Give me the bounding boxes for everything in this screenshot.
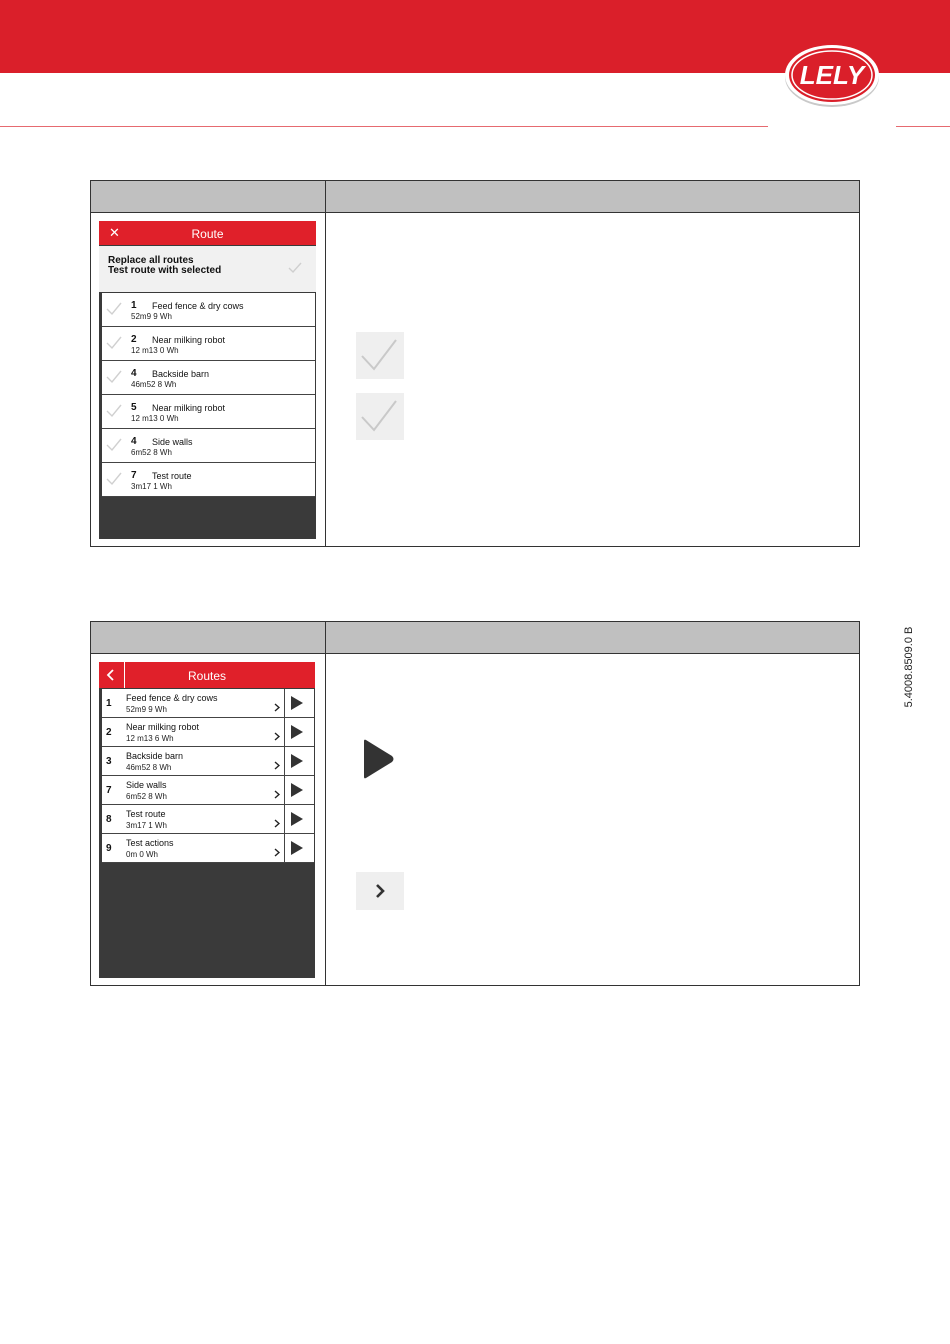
route-stats: 6m52 8 Wh (126, 792, 167, 801)
check-icon[interactable] (288, 262, 302, 277)
route-name: Backside barn (126, 751, 184, 761)
close-icon[interactable]: ✕ (109, 225, 120, 240)
route-number: 2 (131, 334, 137, 345)
route-name: Feed fence & dry cows (126, 693, 218, 703)
route-number: 7 (131, 470, 137, 481)
route-screen-header (99, 221, 316, 245)
route-stats: 52m9 9 Wh (131, 312, 172, 321)
route-number: 4 (131, 368, 137, 379)
route-screen (99, 221, 316, 539)
route-stats: 3m17 1 Wh (131, 482, 172, 491)
list-item[interactable] (102, 463, 315, 497)
chevron-left-icon[interactable] (99, 662, 125, 688)
route-name: Test route (126, 809, 166, 819)
route-number: 5 (131, 402, 137, 413)
test-route-selected-label: Test route with selected (108, 265, 222, 276)
route-name: Test route (152, 471, 192, 481)
routes-screen-title: Routes (187, 669, 227, 683)
list-item[interactable] (102, 776, 314, 805)
routes-screen (99, 662, 315, 978)
route-stats: 46m52 8 Wh (131, 380, 177, 389)
route-stats: 3m17 1 Wh (126, 821, 167, 830)
route-number: 8 (106, 814, 112, 825)
table-body (91, 654, 859, 985)
header-rule-left (0, 126, 768, 127)
lely-logo (783, 42, 881, 108)
chevron-right-icon[interactable] (274, 844, 280, 862)
play-icon[interactable] (291, 725, 303, 744)
route-name: Test actions (126, 838, 174, 848)
route-name: Near milking robot (126, 722, 200, 732)
play-icon[interactable] (291, 754, 303, 773)
route-number: 9 (106, 843, 112, 854)
list-item[interactable] (102, 429, 315, 463)
route-list (102, 293, 315, 497)
route-name: Side walls (152, 437, 193, 447)
route-number: 1 (131, 300, 137, 311)
table-header (91, 622, 859, 654)
replace-all-routes-option[interactable] (99, 246, 316, 292)
route-stats: 46m52 8 Wh (126, 763, 172, 772)
routes-list (102, 689, 314, 863)
play-icon[interactable] (291, 696, 303, 715)
list-item[interactable] (102, 718, 314, 747)
play-icon[interactable] (291, 841, 303, 860)
route-stats: 12 m13 6 Wh (126, 734, 174, 743)
list-item[interactable] (102, 361, 315, 395)
chevron-right-icon[interactable] (274, 699, 280, 717)
route-stats: 12 m13 0 Wh (131, 414, 179, 423)
chevron-right-icon[interactable] (274, 757, 280, 775)
routes-screen-header (99, 662, 315, 688)
route-stats: 52m9 9 Wh (126, 705, 167, 714)
check-icon[interactable] (106, 404, 122, 423)
chevron-right-icon[interactable] (274, 728, 280, 746)
route-name: Near milking robot (152, 335, 226, 345)
route-stats: 0m 0 Wh (126, 850, 159, 859)
list-item[interactable] (102, 805, 314, 834)
check-icon[interactable] (106, 302, 122, 321)
route-number: 4 (131, 436, 137, 447)
check-icon[interactable] (106, 472, 122, 491)
chevron-right-icon[interactable] (274, 786, 280, 804)
list-item[interactable] (102, 747, 314, 776)
replace-all-routes-label: Replace all routes (108, 255, 194, 266)
chevron-right-icon[interactable] (274, 815, 280, 833)
check-icon[interactable] (106, 370, 122, 389)
route-screen-title: Route (191, 227, 224, 241)
route-number: 3 (106, 756, 112, 767)
route-stats: 6m52 8 Wh (131, 448, 172, 457)
list-item[interactable] (102, 834, 314, 863)
chevron-right-icon (356, 872, 404, 910)
route-number: 1 (106, 698, 112, 709)
list-item[interactable] (102, 395, 315, 429)
route-name: Side walls (126, 780, 167, 790)
svg-text:LELY: LELY (799, 60, 865, 90)
check-icon[interactable] (106, 438, 122, 457)
route-number: 7 (106, 785, 112, 796)
route-number: 2 (106, 727, 112, 738)
table-body (91, 213, 859, 546)
route-name: Feed fence & dry cows (152, 301, 244, 311)
list-item[interactable] (102, 689, 314, 718)
play-icon (362, 739, 396, 779)
list-item[interactable] (102, 293, 315, 327)
check-icon[interactable] (106, 336, 122, 355)
header-rule-right (896, 126, 950, 127)
table-route-selection (90, 180, 860, 547)
play-icon[interactable] (291, 783, 303, 802)
table-routes-overview (90, 621, 860, 986)
check-icon (356, 393, 404, 440)
route-name: Near milking robot (152, 403, 226, 413)
check-icon (356, 332, 404, 379)
route-stats: 12 m13 0 Wh (131, 346, 179, 355)
list-item[interactable] (102, 327, 315, 361)
document-number: 5.4008.8509.0 B (903, 626, 915, 708)
table-header (91, 181, 859, 213)
route-name: Backside barn (152, 369, 210, 379)
play-icon[interactable] (291, 812, 303, 831)
